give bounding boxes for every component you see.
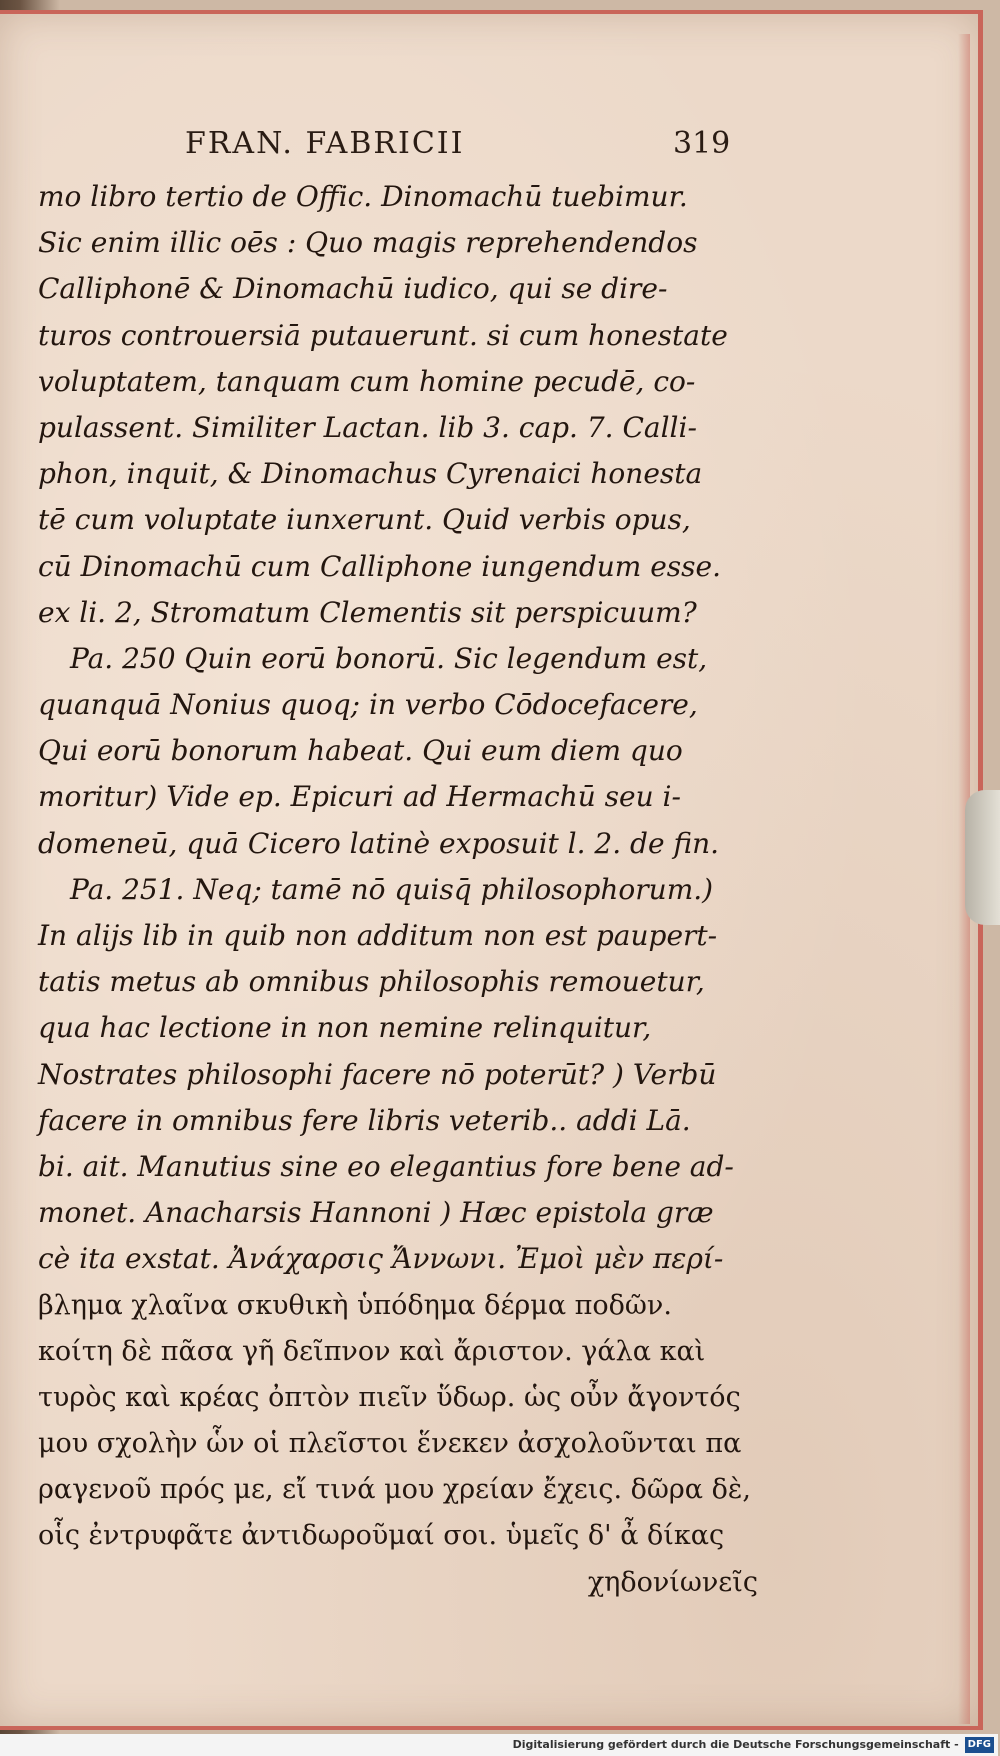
text-line: voluptatem, tanquam cum homine pecudē, co- <box>38 364 696 398</box>
digitization-credit: Digitalisierung gefördert durch die Deutsche Forschungsgemeinschaft - <box>512 1738 959 1751</box>
text-line: tē cum voluptate iunxerunt. Quid verbis opus, <box>38 503 691 537</box>
text-line: Qui eorū bonorum habeat. Qui eum diem quo <box>38 734 683 768</box>
digitization-credit-bar <box>0 1734 998 1756</box>
text-line: Sic enim illic oēs : Quo magis reprehendendos <box>38 226 698 260</box>
text-line: phon, inquit, & Dinomachus Cyrenaici honesta <box>38 457 703 491</box>
text-line: ex li. 2, Stromatum Clementis sit perspicuum? <box>38 595 697 629</box>
text-line: bi. ait. Manutius sine eo elegantius fore bene ad- <box>38 1149 734 1183</box>
text-line: In alijs lib in quib non additum non est paupert- <box>38 919 718 952</box>
greek-text-line: ραγενοῦ πρός με, εἴ τινά μου χρείαν ἔχεις. δῶρα δὲ, <box>38 1474 751 1506</box>
running-head: FRAN. FABRICII <box>185 126 465 161</box>
dfg-logo: DFG <box>965 1737 994 1753</box>
text-line: cè ita exstat. Ἀνάχαρσις Ἄννωνι. Ἐμοὶ μὲν περί- <box>38 1242 724 1276</box>
text-line: domeneū, quā Cicero latinè exposuit l. 2. de fin. <box>38 826 720 860</box>
page-body-text <box>38 174 758 1606</box>
text-line: facere in omnibus fere libris veterib.. addi Lā. <box>38 1103 691 1137</box>
greek-text-line: βλημα χλαῖνα σκυθικὴ ὑπόδημα δέρμα ποδῶν. <box>38 1289 672 1321</box>
text-line: tatis metus ab omnibus philosophis remouetur, <box>38 965 705 999</box>
text-line: Calliphonē & Dinomachū iudico, qui se dire- <box>38 272 668 306</box>
text-line: Nostrates philosophi facere nō poterūt? ) Verbū <box>38 1057 717 1091</box>
text-line: cū Dinomachū cum Calliphone iungendum esse. <box>38 549 722 583</box>
text-line: mo libro tertio de Offic. Dinomachū tuebimur. <box>38 180 688 213</box>
text-line: Pa. 250 Quin eorū bonorū. Sic legendum est, <box>70 641 708 675</box>
text-line: pulassent. Similiter Lactan. lib 3. cap. 7. Calli- <box>38 410 697 444</box>
text-line: monet. Anacharsis Hannoni ) Hæc epistola græ <box>38 1196 714 1230</box>
greek-text-line: μου σχολὴν ὧν οἱ πλεῖστοι ἕνεκεν ἀσχολοῦνται πα <box>38 1428 742 1460</box>
greek-text-line: τυρὸς καὶ κρέας ὀπτὸν πιεῖν ὕδωρ. ὡς οὖν ἄγοντός <box>38 1381 741 1413</box>
greek-text-line: οἷς ἐντρυφᾶτε ἀντιδωροῦμαί σοι. ὑμεῖς δ' ἆ δίκας <box>38 1520 725 1552</box>
page-header <box>0 126 978 166</box>
text-line: turos controuersiā putauerunt. si cum honestate <box>38 318 728 352</box>
text-line: moritur) Vide ep. Epicuri ad Hermachū seu i- <box>38 780 681 814</box>
page-number: 319 <box>673 126 731 161</box>
book-page <box>0 10 983 1730</box>
greek-text-line: κοίτη δὲ πᾶσα γῆ δεῖπνον καὶ ἄριστον. γάλα καὶ <box>38 1335 706 1367</box>
catchword: χηδονίωνεῖς <box>587 1566 758 1598</box>
text-line: Pa. 251. Neq; tamē nō quisq̄ philosophorum.) <box>70 872 714 906</box>
page-marker-tab <box>965 790 1000 925</box>
text-line: quanquā Nonius quoq; in verbo Cōdocefacere, <box>38 688 698 722</box>
text-line: qua hac lectione in non nemine relinquitur, <box>38 1011 652 1045</box>
